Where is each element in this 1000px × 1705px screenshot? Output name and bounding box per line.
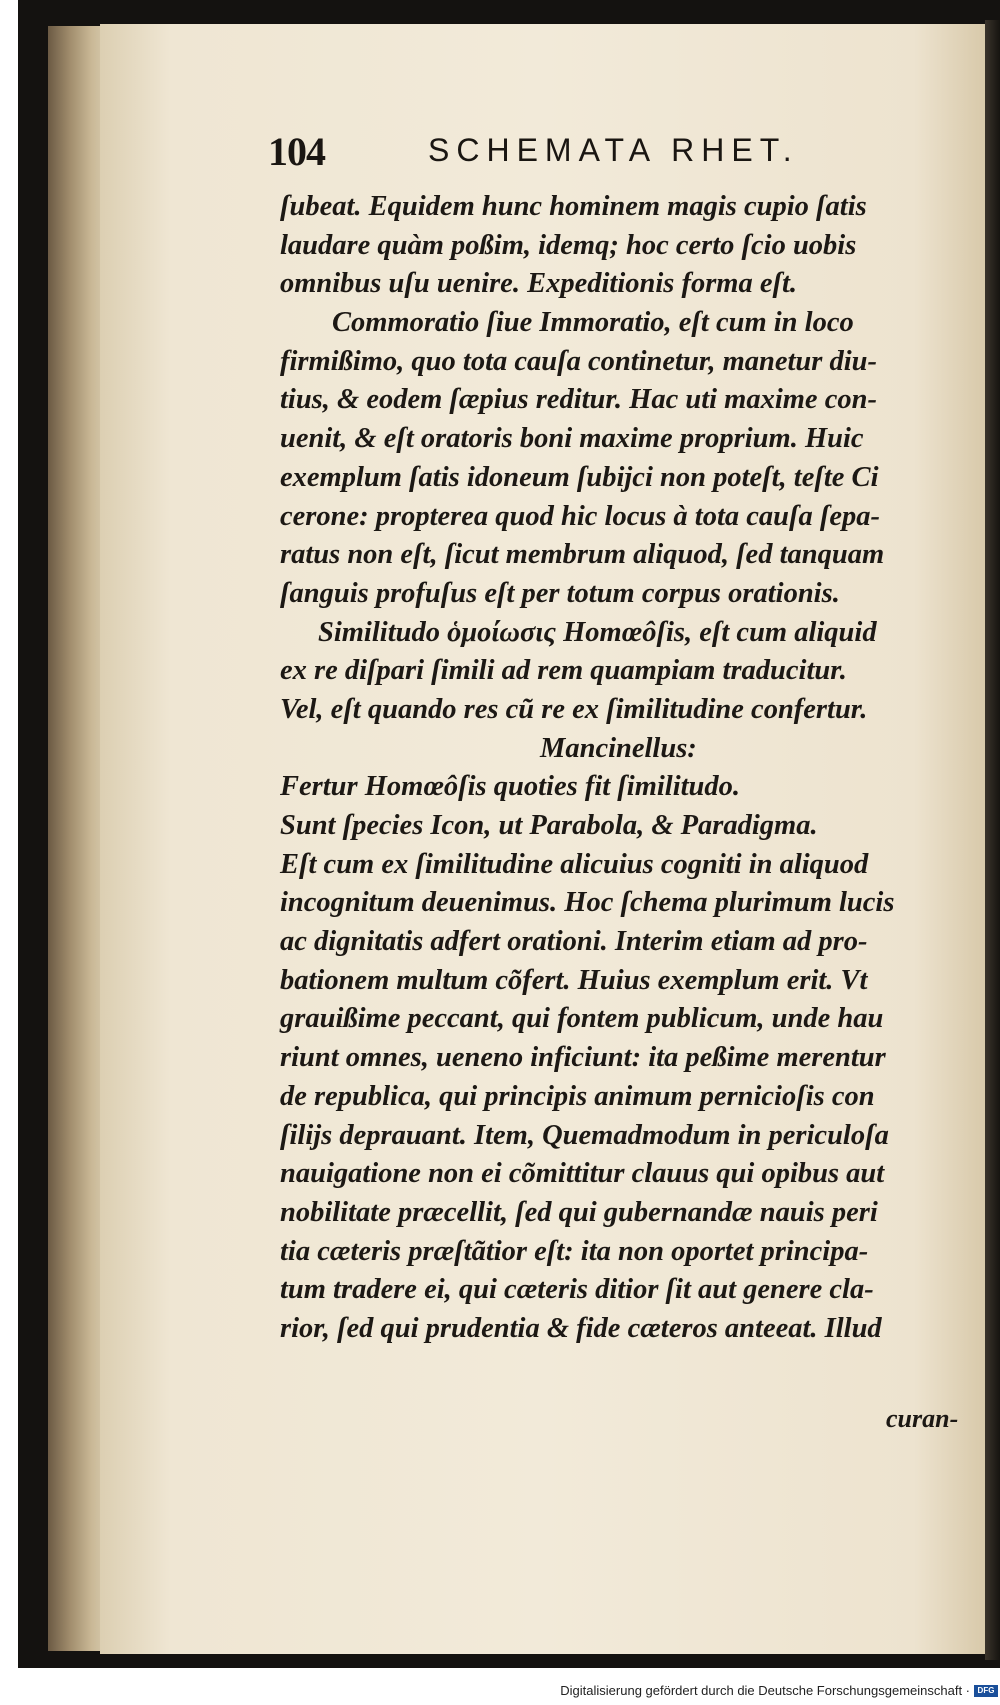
text-line: exemplum ſatis idoneum ſubijci non poteſt, teſte Ci — [280, 461, 879, 493]
text-line: rior, ſed qui prudentia & fide cæteros anteeat. Illud — [280, 1312, 882, 1344]
text-line: ac dignitatis adfert orationi. Interim etiam ad pro- — [280, 926, 868, 958]
text-line: Commoratio ſiue Immoratio, eſt cum in loco — [332, 307, 854, 339]
text-line: de republica, qui principis animum pernicioſis con — [280, 1080, 875, 1112]
text-line: ſubeat. Equidem hunc hominem magis cupio ſatis — [280, 191, 867, 222]
page-number: 104 — [268, 129, 325, 174]
text-line: ſilijs deprauant. Item, Quemadmodum in periculoſa — [280, 1119, 889, 1151]
text-line: incognitum deuenimus. Hoc ſchema plurimum lucis — [280, 887, 895, 919]
funding-credit: Digitalisierung gefördert durch die Deutsche Forschungsgemeinschaft · — [560, 1683, 970, 1698]
text-line: Similitudo ὁμοίωσις Homœôſis, eſt cum aliquid — [318, 616, 877, 648]
text-line: Vel, eſt quando res cũ re ex ſimilitudine confertur. — [280, 693, 868, 725]
text-line: ex re diſpari ſimili ad rem quampiam traducitur. — [280, 655, 847, 687]
text-line: ratus non eſt, ſicut membrum aliquod, ſed tanquam — [280, 539, 885, 571]
digitization-footer — [0, 1679, 1000, 1705]
running-title: SCHEMATA RHET. — [428, 132, 799, 168]
text-line: omnibus uſu uenire. Expeditionis forma eſt. — [280, 268, 798, 300]
text-line: uenit, & eſt oratoris boni maxime proprium. Huic — [280, 423, 864, 455]
text-line: cerone: propterea quod hic locus à tota cauſa ſepa- — [280, 500, 881, 532]
text-line: firmißimo, quo tota cauſa continetur, manetur diu- — [280, 345, 878, 377]
text-line: Fertur Homœôſis quoties fit ſimilitudo. — [280, 771, 741, 803]
text-line: Sunt ſpecies Icon, ut Parabola, & Paradigma. — [280, 810, 818, 841]
text-line: bationem multum cõfert. Huius exemplum erit. Vt — [280, 964, 868, 996]
dfg-logo: DFG — [974, 1685, 998, 1697]
text-line: tum tradere ei, qui cæteris ditior ſit aut genere cla- — [280, 1274, 874, 1306]
catchword: curan- — [886, 1404, 959, 1433]
text-line: nobilitate præcellit, ſed qui gubernandæ nauis peri — [280, 1196, 878, 1228]
text-line: laudare quàm poßim, idemq; hoc certo ſcio uobis — [280, 229, 857, 261]
text-line: Eſt cum ex ſimilitudine alicuius cogniti in aliquod — [280, 848, 869, 880]
body-text — [280, 188, 980, 1349]
text-line: Mancinellus: — [540, 732, 697, 764]
text-line: grauißime peccant, qui fontem publicum, unde hau — [280, 1003, 884, 1035]
page-right-edge — [985, 20, 1000, 1660]
text-line: tia cæteris præſtãtior eſt: ita non oportet principa- — [280, 1235, 869, 1267]
text-line: ſanguis profuſus eſt per totum corpus orationis. — [280, 577, 840, 609]
text-line: nauigatione non ei cõmittitur clauus qui opibus aut — [280, 1158, 885, 1190]
text-line: tius, & eodem ſæpius reditur. Hac uti maxime con- — [280, 384, 877, 416]
page-header — [268, 128, 888, 182]
text-line: riunt omnes, ueneno inficiunt: ita peßime merentur — [280, 1042, 886, 1074]
